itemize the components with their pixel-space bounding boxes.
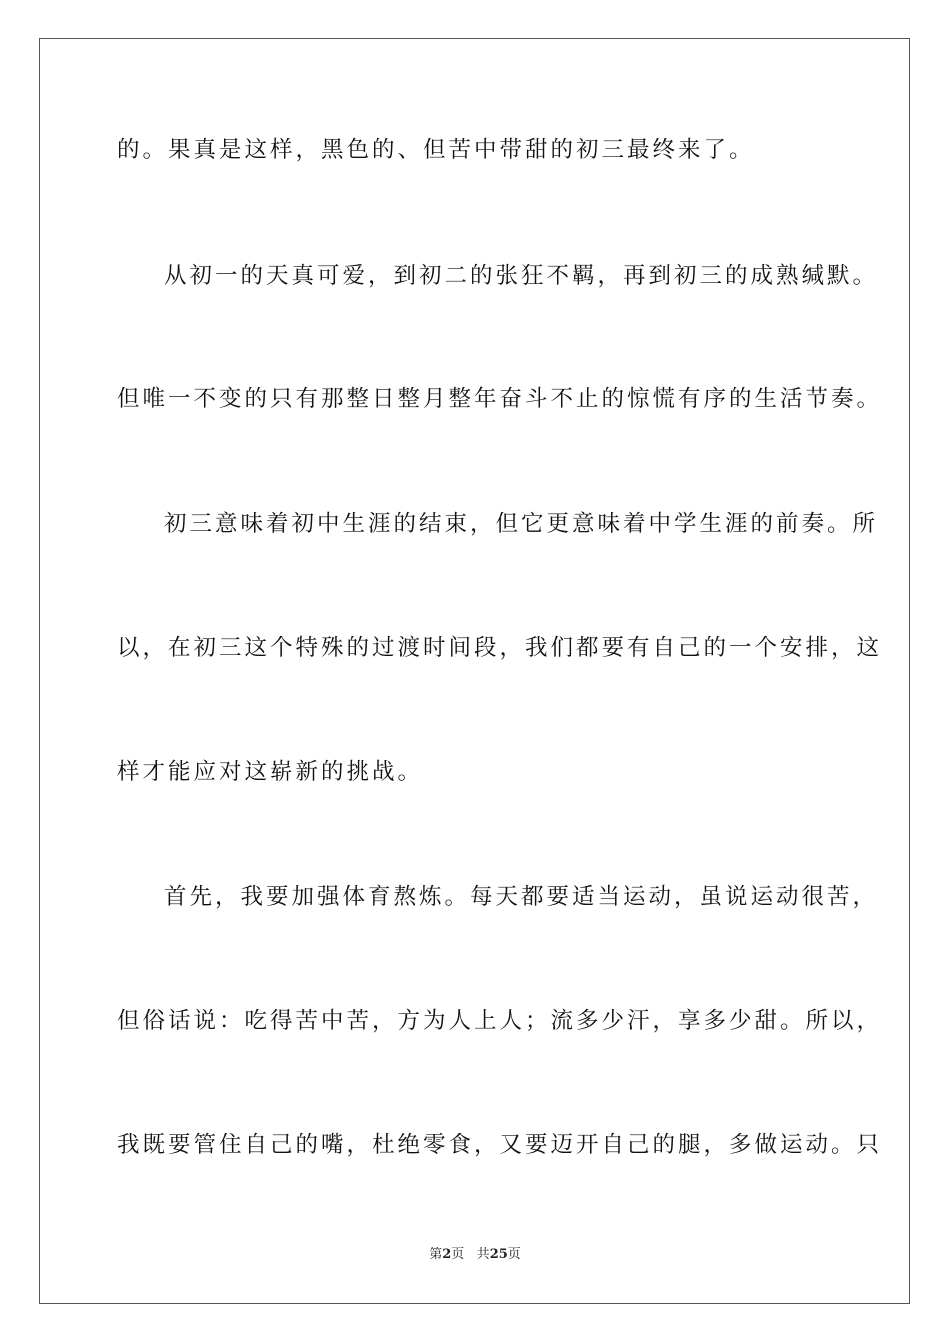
total-pages: 25 <box>489 1247 508 1262</box>
text-line-8: 但俗话说：吃得苦中苦，方为人上人；流多少汗，享多少甜。所以， <box>117 1008 883 1034</box>
text-line-9: 我既要管住自己的嘴，杜绝零食，又要迈开自己的腿，多做运动。只 <box>117 1132 883 1158</box>
text-line-7: 首先，我要加强体育熬炼。每天都要适当运动，虽说运动很苦， <box>164 884 879 910</box>
total-prefix: 共 <box>476 1247 490 1262</box>
page-suffix: 页 <box>451 1247 465 1262</box>
text-line-6: 样才能应对这崭新的挑战。 <box>117 759 424 785</box>
page-footer <box>0 1246 950 1264</box>
text-line-1: 的。果真是这样，黑色的、但苦中带甜的初三最终来了。 <box>117 137 755 163</box>
text-line-3: 但唯一不变的只有那整日整月整年奋斗不止的惊慌有序的生活节奏。 <box>117 386 883 412</box>
text-line-5: 以，在初三这个特殊的过渡时间段，我们都要有自己的一个安排，这 <box>117 635 883 661</box>
page-border <box>39 38 910 1304</box>
page-prefix: 第 <box>429 1247 443 1262</box>
text-line-2: 从初一的天真可爱，到初二的张狂不羁，再到初三的成熟缄默。 <box>164 263 879 289</box>
text-line-4: 初三意味着初中生涯的结束，但它更意味着中学生涯的前奏。所 <box>164 511 879 537</box>
total-suffix: 页 <box>507 1247 521 1262</box>
page-number: 2 <box>442 1247 452 1262</box>
